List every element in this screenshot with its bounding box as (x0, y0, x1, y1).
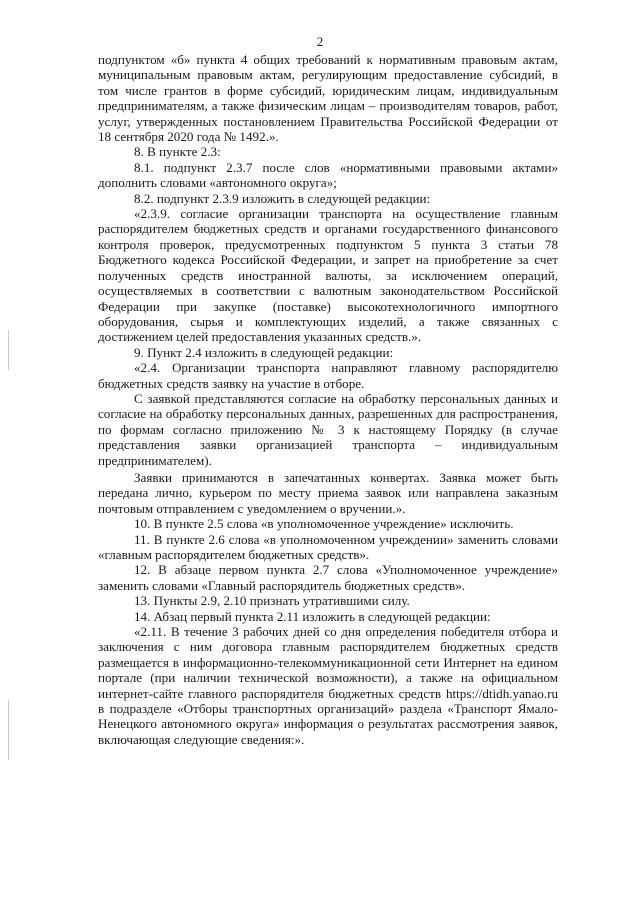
paragraph: Заявки принимаются в запечатанных конвертах. Заявка может быть передана лично, курьером по месту приема заявок или направлена заказным почтовым отправлением с уведомлением о вручении.». (98, 469, 558, 516)
paragraph: подпунктом «б» пункта 4 общих требований к нормативным правовым актам, муниципальным правовым актам, регулирующим предоставление субсидий, в том числе грантов в форме субсидий, юридическим лицам, индивидуальным предпринимателям, а также физическим лицам – производителям товаров, работ, услуг, утвержденных постановлением Правительства Российской Федерации от 18 сентября 2020 года № 1492.». (98, 52, 558, 145)
paragraph: С заявкой представляются согласие на обработку персональных данных и согласие на обработку персональных данных, разрешенных для распространения, по формам согласно приложению № 3 к настоящему Порядку (в случае представления заявки организацией транспорта – индивидуальным предпринимателем). (98, 390, 558, 468)
paragraph: «2.3.9. согласие организации транспорта на осуществление главным распорядителем бюджетных средств и органами государственного финансового контроля проверок, предусмотренных подпунктом 5 пункта 3 статьи 78 Бюджетного кодекса Российской Федерации, и запрет на приобретение за счет полученных средств иностранной валюты, за исключением операций, осуществляемых в соответствии с валютным законодательством Российской Федерации при закупке (поставке) высокотехнологичного импортного оборудования, сырья и комплектующих изделий, а также связанных с достижением целей предоставления указанных средств.». (98, 206, 558, 345)
paragraph: 14. Абзац первый пункта 2.11 изложить в следующей редакции: (134, 608, 491, 624)
paragraph: 10. В пункте 2.5 слова «в уполномоченное учреждение» исключить. (134, 516, 514, 532)
paragraph: «2.11. В течение 3 рабочих дней со дня определения победителя отбора и заключения с ним договора главным распорядителем бюджетных средств размещается в информационно-телекоммуникационной сети Интернет на едином портале (при наличии технической возможности), а также на официальном интернет-сайте главного распорядителя бюджетных средств https://dtidh.yanao.ru в подразделе «Отборы транспортных организаций» раздела «Транспорт Ямало-Ненецкого автономного округа» информация о результатах рассмотрения заявок, включающая следующие сведения:». (98, 624, 558, 747)
paragraph: 13. Пункты 2.9, 2.10 признать утратившими силу. (134, 593, 410, 609)
paragraph: 8.2. подпункт 2.3.9 изложить в следующей редакции: (134, 190, 431, 206)
document-body (98, 52, 558, 747)
paragraph: 12. В абзаце первом пункта 2.7 слова «Уполномоченное учреждение» заменить словами «Главный распорядитель бюджетных средств». (98, 562, 558, 593)
scan-margin-line (8, 330, 9, 370)
paragraph: «2.4. Организации транспорта направляют главному распорядителю бюджетных средств заявку на участие в отборе. (98, 360, 558, 391)
paragraph: 8. В пункте 2.3: (134, 144, 221, 160)
paragraph: 9. Пункт 2.4 изложить в следующей редакции: (134, 344, 394, 360)
scan-margin-line (8, 700, 9, 760)
paragraph: 11. В пункте 2.6 слова «в уполномоченном учреждении» заменить словами «главным распорядителем бюджетных средств». (98, 531, 558, 562)
page-number: 2 (316, 34, 324, 49)
paragraph: 8.1. подпункт 2.3.7 после слов «нормативными правовыми актами» дополнить словами «автономного округа»; (98, 159, 558, 191)
